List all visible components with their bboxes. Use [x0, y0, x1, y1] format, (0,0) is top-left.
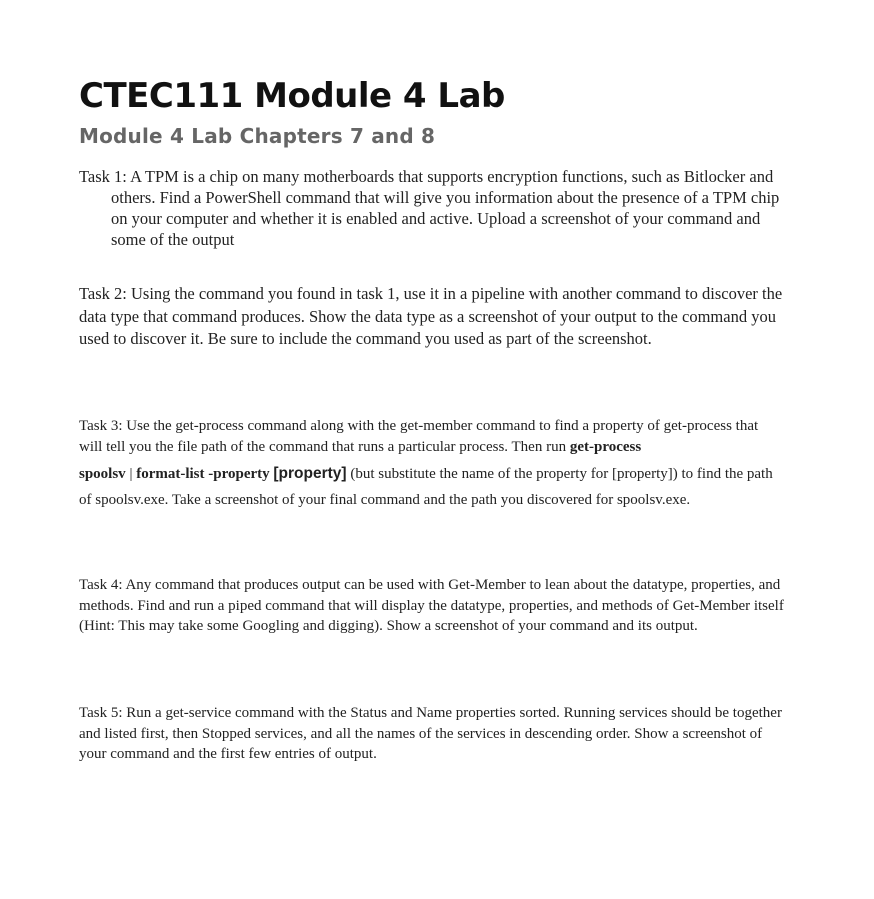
- task-3-command-line: [79, 458, 347, 490]
- task-3-command-spoolsv: spoolsv: [79, 466, 126, 482]
- task-3-command-format-list: format-list -property: [136, 466, 270, 482]
- task-4-paragraph: Task 4: Any command that produces output can be used with Get-Member to lean about the datatype, properties, and methods. Find and run a piped command that will display the datatype, properties, and methods of Get-Member itself (Hint: This may take some Googling and digging). Show a screenshot of your command and its output.: [79, 577, 784, 634]
- task-3-command-get-process: get-process: [569, 439, 642, 455]
- task-3-property-placeholder: [property]: [273, 465, 347, 482]
- document-subtitle: Module 4 Lab Chapters 7 and 8: [79, 124, 436, 148]
- task-1-paragraph: Task 1: A TPM is a chip on many motherboards that supports encryption functions, such as Bitlocker and others. Find a PowerShell command that will give you information about the presence of a TPM chip on your computer and whether it is enabled and active. Upload a screenshot of your command and some of the output: [79, 167, 780, 249]
- document-title: CTEC111 Module 4 Lab: [79, 76, 505, 116]
- task-3-text-before: Task 3: Use the get-process command along with the get-member command to find a property of get-process that will tell you the file path of the command that runs a particular process. Then run: [79, 418, 759, 455]
- task-3-paragraph: [79, 416, 785, 511]
- task-3-pipe: |: [125, 466, 137, 482]
- task-5-paragraph: Task 5: Run a get-service command with the Status and Name properties sorted. Running services should be together and listed first, then Stopped services, and all the names of the services in descending order. Show a screenshot of your command and the first few entries of output.: [79, 705, 782, 762]
- task-2-paragraph: Task 2: Using the command you found in task 1, use it in a pipeline with another command to discover the data type that command produces. Show the data type as a screenshot of your output to the command you used to discover it. Be sure to include the command you used as part of the screenshot.: [79, 284, 783, 348]
- task-3-text-after: (but substitute the name of the property for [property]) to find the path of spoolsv.exe. Take a screenshot of your final command and the path you discovered for spoolsv.exe.: [79, 466, 773, 508]
